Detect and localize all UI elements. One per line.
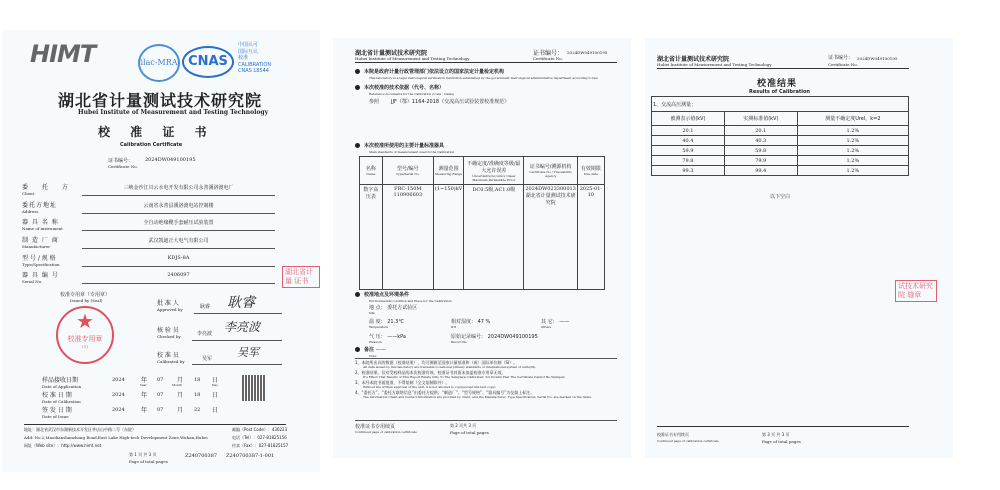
env-record-no: 原始记录编号： 2024DW049100195 Record No. (451, 334, 538, 344)
calibration-seal: ★ 校准专用章 (1) (56, 306, 114, 364)
table-row: 59.9 59.8 1.2% (652, 146, 909, 156)
table-row: 99.3 99.4 1.2% (652, 166, 909, 176)
section-label: 1、交流高压测量： (652, 97, 909, 112)
date-month: 07 (157, 392, 164, 398)
document-title: 校 准 证 书 (98, 125, 215, 139)
signature-label: 批 准 人 (157, 300, 179, 307)
day-unit-en: Day (212, 383, 218, 387)
field-label: 委托方地址 (22, 202, 58, 209)
standards-table (359, 156, 605, 290)
field-label-en: Name of instrument (22, 226, 63, 231)
cnas-logo: CNAS (182, 46, 234, 78)
date-label: 校 准 日 期 (42, 392, 72, 399)
month-unit: 月 (177, 407, 184, 414)
institute-name-en: Hubei Institute of Measurement and Testing Technology (78, 109, 269, 116)
cert-no-label-en: Certificate No. (533, 56, 563, 61)
table-cell: (1~150)kV (433, 185, 463, 290)
fax: 传真（Fax）：027-81825157 (232, 443, 289, 448)
month-unit-en: Month (172, 383, 182, 387)
date-label-en: Date of Application (42, 384, 82, 389)
date-label: 样品接收日期 (42, 377, 79, 384)
column-header: 实测标准值(kV) (724, 112, 797, 126)
field-value: 云南省永善县溪洛渡电站控制楼 (143, 203, 214, 209)
env-site: 地 点： 委托方试验区 Site (369, 305, 418, 315)
page-number: 第 3 页 共 3 页 (762, 432, 790, 437)
field-label-en: Manufacturer (22, 244, 51, 249)
env-temperature: 温 度： 21.3℃ Temperature (369, 319, 404, 329)
institute-name: 湖北省计量测试技术研究院 (58, 91, 263, 110)
field-label: 制 造 厂 商 (22, 237, 59, 244)
section-reference: 本次校准的技术依据（代号、名称） (355, 84, 444, 91)
date-month: 07 (157, 407, 164, 413)
field-label: 器 具 名 称 (22, 219, 59, 226)
certificate-page-2 (333, 38, 631, 458)
table-cell: DC0.5级,AC1.0级 (464, 185, 524, 290)
cert-no: 2024DW049100195 (145, 157, 196, 163)
cert-no-label-en: Certificate No. (108, 164, 138, 169)
results-title: 校准结果 (757, 79, 798, 89)
field-label: 器 具 编 号 (22, 272, 59, 279)
seal-caption: 校准专用章（专用章） (60, 292, 111, 298)
env-pressure: 气 压： ——kPa Pressure (369, 334, 406, 344)
field-label: 型 号 / 规 格 (22, 255, 56, 262)
year-unit: 年 (141, 407, 148, 414)
column-header: 测量范围 Measuring Range (433, 157, 463, 185)
month-unit: 月 (177, 377, 184, 384)
field-label: 委 托 方 (22, 184, 74, 191)
column-header: 证书编号/溯源机构 Certificate No / Traceability Agency (524, 157, 578, 185)
seal-caption-en: Issued by (Seal) (70, 298, 103, 303)
field-value: 武汉凯迪正大电气有限公司 (148, 238, 209, 244)
year-unit: 年 (141, 377, 148, 384)
cert-no: 2024DW049100195 (857, 56, 898, 61)
env-humidity: 相对湿度： 47 % R.H (451, 319, 491, 329)
table-cell: FRC-150M 110906603 (382, 185, 433, 290)
footer-label-en: Continued page of calibration certificate (657, 439, 719, 443)
section-environment: 校准地点及环境条件 (355, 291, 409, 298)
field-label-en: Serial No. (22, 279, 43, 284)
year-unit-en: Year (140, 383, 147, 387)
header-institute-en: Hubei Institute of Measurement and Testing Technology (355, 56, 470, 61)
header-institute-en: Hubei Institute of Measurement and Testing Technology (657, 62, 772, 67)
signer-name: 吴军 (202, 356, 213, 362)
table-row: 20.1 20.1 1.2% (652, 126, 909, 136)
page-number-en: Page of total pages (762, 439, 801, 444)
table-cell: 2024DW023300013 湖北省计量测试技术研究院 (524, 185, 578, 290)
footer-label-en: Continued page of calibration certificate (355, 430, 417, 434)
date-month: 07 (157, 377, 164, 383)
signer-name: 李亮波 (197, 331, 213, 337)
handwritten-signature: 李亮波 (224, 320, 261, 334)
field-value: 2406097 (167, 272, 190, 278)
env-others: 其 它： —— Others (541, 319, 570, 329)
field-serial (22, 270, 59, 284)
footer-label: 校准证书专用续页 (355, 424, 396, 430)
field-label-en: Address (22, 209, 39, 214)
address-en: Add: No.2,Maodianshanzhong Road,East Lake High-tech Development Zone,Wuhan,Hubei (24, 435, 208, 440)
field-address (22, 200, 57, 214)
report-code: Z240700387 (185, 453, 218, 459)
table-row: 79.8 79.9 1.2% (652, 156, 909, 166)
day-unit: 日 (212, 377, 219, 384)
date-year: 2024 (112, 407, 125, 413)
day-unit: 日 (212, 407, 219, 414)
date-year: 2024 (112, 392, 125, 398)
field-label-en: Type/Specification (22, 262, 60, 267)
field-value: 全自动绝缘靴手套耐压试验装置 (143, 220, 214, 226)
cnas-text: 中国认可 国际互认 校准 CALIBRATION CNAS L8544 (238, 42, 272, 74)
date-label-en: Date of Issue (42, 414, 69, 419)
reference-label: 参照 (369, 99, 380, 105)
signature-label: 核 验 员 (157, 327, 179, 334)
table-row: 40.4 40.3 1.2% (652, 136, 909, 146)
column-header: 型号/编号 Type/Serial No. (382, 157, 433, 185)
blank-below-note: 以下空白 (770, 194, 791, 200)
website-link[interactable]: 网址（Web site）：http://www.himt.net (24, 443, 102, 448)
field-instrument (22, 217, 63, 231)
table-cell: 数字高压表 (360, 185, 383, 290)
section-legal-en: This laboratory is a legal metrological verification institution established by the government metrological administrative department according to law. (369, 76, 599, 80)
field-type (22, 253, 60, 267)
handwritten-signature: 耿睿 (227, 295, 255, 311)
results-title-en: Results of Calibration (749, 89, 810, 95)
section-reference-en: Reference documents for the Calibration (Code , Name) (369, 92, 455, 96)
day-unit: 日 (212, 392, 219, 399)
date-label: 签 发 日 期 (42, 407, 72, 414)
report-code-2: Z240700387-1-001 (226, 453, 275, 459)
signature-label-en: Checked by (157, 334, 181, 339)
page-number-en: Page of total pages (450, 430, 489, 435)
reference-document: JJF（鄂）1164-2018《交流高压试验装置校准规范》 (391, 99, 510, 105)
header-institute: 湖北省计量测试技术研究院 (657, 56, 730, 63)
page-number-en: Page of total pages (129, 459, 168, 464)
certificate-cover-page (2, 30, 320, 472)
notes-list: 1、本院所出具的数据（校准结果），均可溯源至国家计量基准和（或）国际单位制（SI）。 All data issued by this laboratory are traceable to national primary standards or international system of units(SI). 2、校准结果，仅对受校样品的本次校准有效。校准证书封面未加盖校准专用章无效。 It's Effect That Results of This Report Relate Only To The Sample(s) Calibrated. It's Invalid That The Certificate Cannot Be Stamped. 3、未经本院书面批准，不得复制（全文复制除外）。 Without the written approval of the unit, it is not allowed to copy(except full-text copy). 4、“委托方”、“委托方联络信息”由委托方提供；“制造厂”、“型号规格”、“器具编号”为仪器上标注。 The information Client and Contact Information are provided by client, and the Manufacturer, Type Specification, Serial No. are marked on the items. (355, 360, 592, 399)
date-label-en: Date of Calibration (42, 399, 81, 404)
column-header: 测量不确定度Urel，k=2 (797, 112, 908, 126)
column-header: 有效期限 Due date (577, 157, 604, 185)
section-standards: 本次校准所使用的主要计量标准器具 (355, 142, 444, 149)
section-legal: 本院是政府计量行政管理部门依法设立的国家法定计量检定机构 (355, 68, 504, 75)
section-standards-en: Main standards of measurement used in the Calibration (369, 150, 455, 154)
ilac-logo: ilac-MRA (138, 44, 180, 82)
year-unit: 年 (141, 392, 148, 399)
column-header: 名称 Name (360, 157, 383, 185)
document-title-en: Calibration Certificate (120, 142, 183, 148)
section-note: 备注 —— (355, 346, 386, 353)
footer-label: 校准证书专用续页 (657, 432, 689, 437)
section-note-en: Note (369, 354, 377, 358)
telephone: 电话（Tel）：027-81825156 (232, 435, 287, 440)
signer-name: 耿睿 (200, 304, 211, 310)
cert-no-label: 证书编号： (533, 50, 564, 57)
field-client (22, 182, 74, 196)
cert-no-label-en: Certificate No. (828, 62, 858, 67)
date-day: 18 (194, 392, 201, 398)
column-header: 被测表示值(kV) (652, 112, 725, 126)
header-institute: 湖北省计量测试技术研究院 (355, 50, 428, 57)
table-row (360, 185, 605, 290)
seam-stamp: 试技术研究院 缝章 (895, 280, 937, 302)
handwritten-signature: 吴军 (237, 346, 259, 359)
cert-no: 2024DW049100195 (567, 50, 608, 55)
date-year: 2024 (112, 377, 125, 383)
table-cell: 2025-01-10 (577, 185, 604, 290)
page-number: 第 1 页 共 3 页 (129, 452, 157, 457)
post-code: 邮编（Post Code）：430223 (232, 427, 288, 432)
field-label-en: Client (22, 191, 35, 196)
cert-no-label: 证书编号： (828, 55, 854, 61)
himt-logo: HIMT (30, 40, 96, 68)
address-cn: 地址：湖北省武汉市东湖新技术开发区茅店山中路二号（东院） (24, 427, 136, 432)
date-day: 22 (194, 407, 201, 413)
results-table (651, 96, 909, 176)
signature-label-en: Calibrated by (157, 359, 185, 364)
side-stamp: 湖北省计量 证书 (282, 266, 320, 288)
signature-label: 校 准 员 (157, 352, 179, 359)
field-value: 三峡金沙江川云水电开发有限公司永善溪洛渡电厂 (123, 185, 234, 191)
month-unit: 月 (177, 392, 184, 399)
date-day: 18 (194, 377, 201, 383)
section-environment-en: Environmental condition and Place for the Calibration (369, 299, 452, 303)
field-value: KDJS-8A (167, 255, 190, 261)
calibration-results-page (645, 38, 953, 458)
field-manufacturer (22, 235, 59, 249)
signature-label-en: Approved by (157, 307, 183, 312)
column-header: 不确定度/准确度等级/最大允许误差 Uncertainty/Accuracy Class/ Maximum Permissible Error (464, 157, 524, 185)
page-number: 第 2 页共 3 页 (450, 423, 477, 428)
qr-code (242, 375, 266, 401)
cert-no-label: 证书编号： (108, 158, 134, 164)
